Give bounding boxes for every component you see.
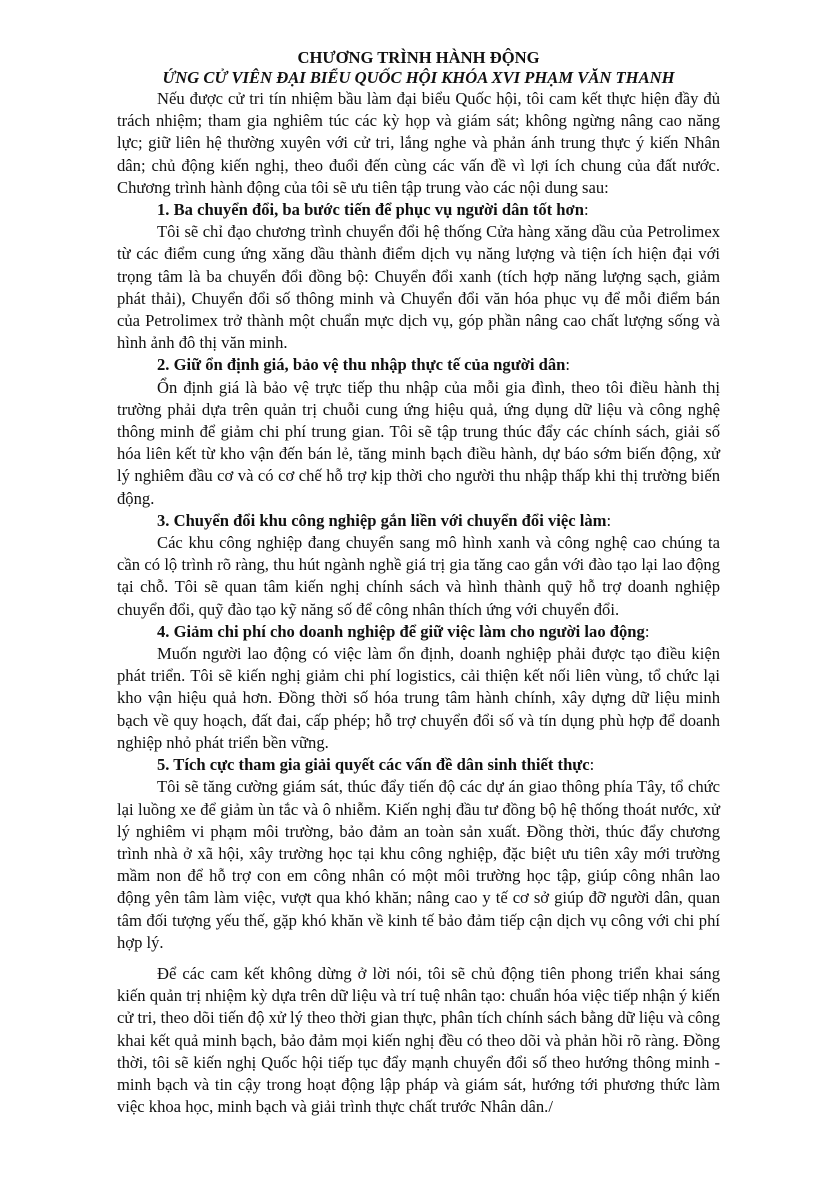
section-heading-text: 2. Giữ ổn định giá, bảo vệ thu nhập thực tế của người dân <box>157 355 566 375</box>
section-heading-4: 4. Giảm chi phí cho doanh nghiệp để giữ việc làm cho người lao động: <box>157 621 650 641</box>
section-heading-text: 1. Ba chuyển đổi, ba bước tiến để phục vụ người dân tốt hơn <box>157 200 584 220</box>
section-body-1: Tôi sẽ chỉ đạo chương trình chuyển đổi hệ thống Cửa hàng xăng dầu của Petrolimex từ các điểm cung ứng xăng dầu thành điểm dịch vụ năng lượng và tiện ích hiện đại với trọng tâm là ba chuyển đổi đồng bộ: Chuyển đổi xanh (tích hợp năng lượng sạch, giảm phát thải), Chuyển đổi số thông minh và Chuyển đổi văn hóa phục vụ để mỗi điểm bán của Petrolimex trở thành một chuẩn mực dịch vụ, góp phần nâng cao chất lượng sống và hình ảnh đô thị văn minh. <box>117 222 720 353</box>
section-heading-2: 2. Giữ ổn định giá, bảo vệ thu nhập thực tế của người dân: <box>157 355 570 375</box>
section-heading-text: 4. Giảm chi phí cho doanh nghiệp để giữ việc làm cho người lao động <box>157 621 645 641</box>
paragraph-spacer <box>117 954 720 963</box>
section-heading-text: 5. Tích cực tham gia giải quyết các vấn đề dân sinh thiết thực <box>157 755 590 775</box>
section-heading-3: 3. Chuyển đổi khu công nghiệp gắn liền với chuyển đổi việc làm: <box>157 510 612 530</box>
intro-paragraph: Nếu được cử tri tín nhiệm bầu làm đại biểu Quốc hội, tôi cam kết thực hiện đầy đủ trách nhiệm; tham gia nghiêm túc các kỳ họp và giám sát; không ngừng nâng cao năng lực; giữ liên hệ thường xuyên với cử tri, lắng nghe và phản ánh trung thực ý kiến Nhân dân; chủ động kiến nghị, theo đuổi đến cùng các vấn đề vì lợi ích chung của đất nước. Chương trình hành động của tôi sẽ ưu tiên tập trung vào các nội dung sau: <box>117 89 720 197</box>
closing-paragraph: Để các cam kết không dừng ở lời nói, tôi sẽ chủ động tiên phong triển khai sáng kiến quản trị nhiệm kỳ dựa trên dữ liệu và trí tuệ nhân tạo: chuẩn hóa việc tiếp nhận ý kiến cử tri, theo dõi tiến độ xử lý theo thời gian thực, phân tích chính sách bằng dữ liệu và công khai kết quả minh bạch, bảo đảm mọi kiến nghị đều có theo dõi và phản hồi rõ ràng. Đồng thời, tôi sẽ kiến nghị Quốc hội tiếp tục đẩy mạnh chuyển đổi số theo hướng thông minh - minh bạch và tin cậy trong hoạt động lập pháp và giám sát, hướng tới phương thức làm việc khoa học, minh bạch và giải trình thực chất trước Nhân dân./ <box>117 963 720 1117</box>
section-heading-text: 3. Chuyển đổi khu công nghiệp gắn liền với chuyển đổi việc làm <box>157 510 607 530</box>
section-body-4: Muốn người lao động có việc làm ổn định, doanh nghiệp phải được tạo điều kiện phát triển. Tôi sẽ kiến nghị giảm chi phí logistics, cải thiện kết nối liên vùng, tổ chức lại kho vận hiệu quả hơn. Đồng thời số hóa trung tâm hành chính, xây dựng dữ liệu minh bạch về quy hoạch, đất đai, cấp phép; hỗ trợ chuyển đổi số và tín dụng phù hợp để doanh nghiệp nhỏ phát triển bền vững. <box>117 644 720 752</box>
document-page <box>117 48 720 1118</box>
section-body-5: Tôi sẽ tăng cường giám sát, thúc đẩy tiến độ các dự án giao thông phía Tây, tổ chức lại luồng xe để giảm ùn tắc và ô nhiễm. Kiến nghị đầu tư đồng bộ hệ thống thoát nước, xử lý nghiêm vi phạm môi trường, bảo đảm an toàn sản xuất. Đồng thời, thúc đẩy chương trình nhà ở xã hội, xây trường học tại khu công nghiệp, đặc biệt ưu tiên xây mới trường mầm non để hỗ trợ con em công nhân có một môi trường học tập, giúp công nhân lao động yên tâm làm việc, vượt qua khó khăn; nâng cao y tế cơ sở giúp đỡ người dân, quan tâm đối tượng yếu thế, gặp khó khăn về kinh tế bảo đảm tiếp cận dịch vụ công với chi phí hợp lý. <box>117 777 720 952</box>
section-body-2: Ổn định giá là bảo vệ trực tiếp thu nhập của mỗi gia đình, theo tôi điều hành thị trường phải dựa trên quản trị chuỗi cung ứng hiệu quả, ứng dụng dữ liệu và công nghệ thông minh để giảm chi phí trung gian. Tôi sẽ tập trung thúc đẩy các chính sách, giải số hóa liên kết từ kho vận đến bán lẻ, tăng minh bạch điều hành, dự báo sớm biến động, xử lý nghiêm đầu cơ và có cơ chế hỗ trợ kịp thời cho người thu nhập thấp khi thị trường biến động. <box>117 377 720 508</box>
section-heading-1: 1. Ba chuyển đổi, ba bước tiến để phục vụ người dân tốt hơn: <box>157 200 589 220</box>
document-subtitle: ỨNG CỬ VIÊN ĐẠI BIỂU QUỐC HỘI KHÓA XVI PHẠM VĂN THANH <box>162 68 675 87</box>
section-heading-5: 5. Tích cực tham gia giải quyết các vấn đề dân sinh thiết thực: <box>157 755 595 775</box>
document-title: CHƯƠNG TRÌNH HÀNH ĐỘNG <box>297 48 540 67</box>
section-body-3: Các khu công nghiệp đang chuyển sang mô hình xanh và công nghệ cao chúng ta cần có lộ trình rõ ràng, thu hút ngành nghề giá trị gia tăng cao gắn với đào tạo lại lao động tại chỗ. Tôi sẽ quan tâm kiến nghị chính sách và hình thành quỹ hỗ trợ doanh nghiệp chuyển đổi, quỹ đào tạo kỹ năng số để công nhân thích ứng với chuyển đổi. <box>117 533 720 619</box>
